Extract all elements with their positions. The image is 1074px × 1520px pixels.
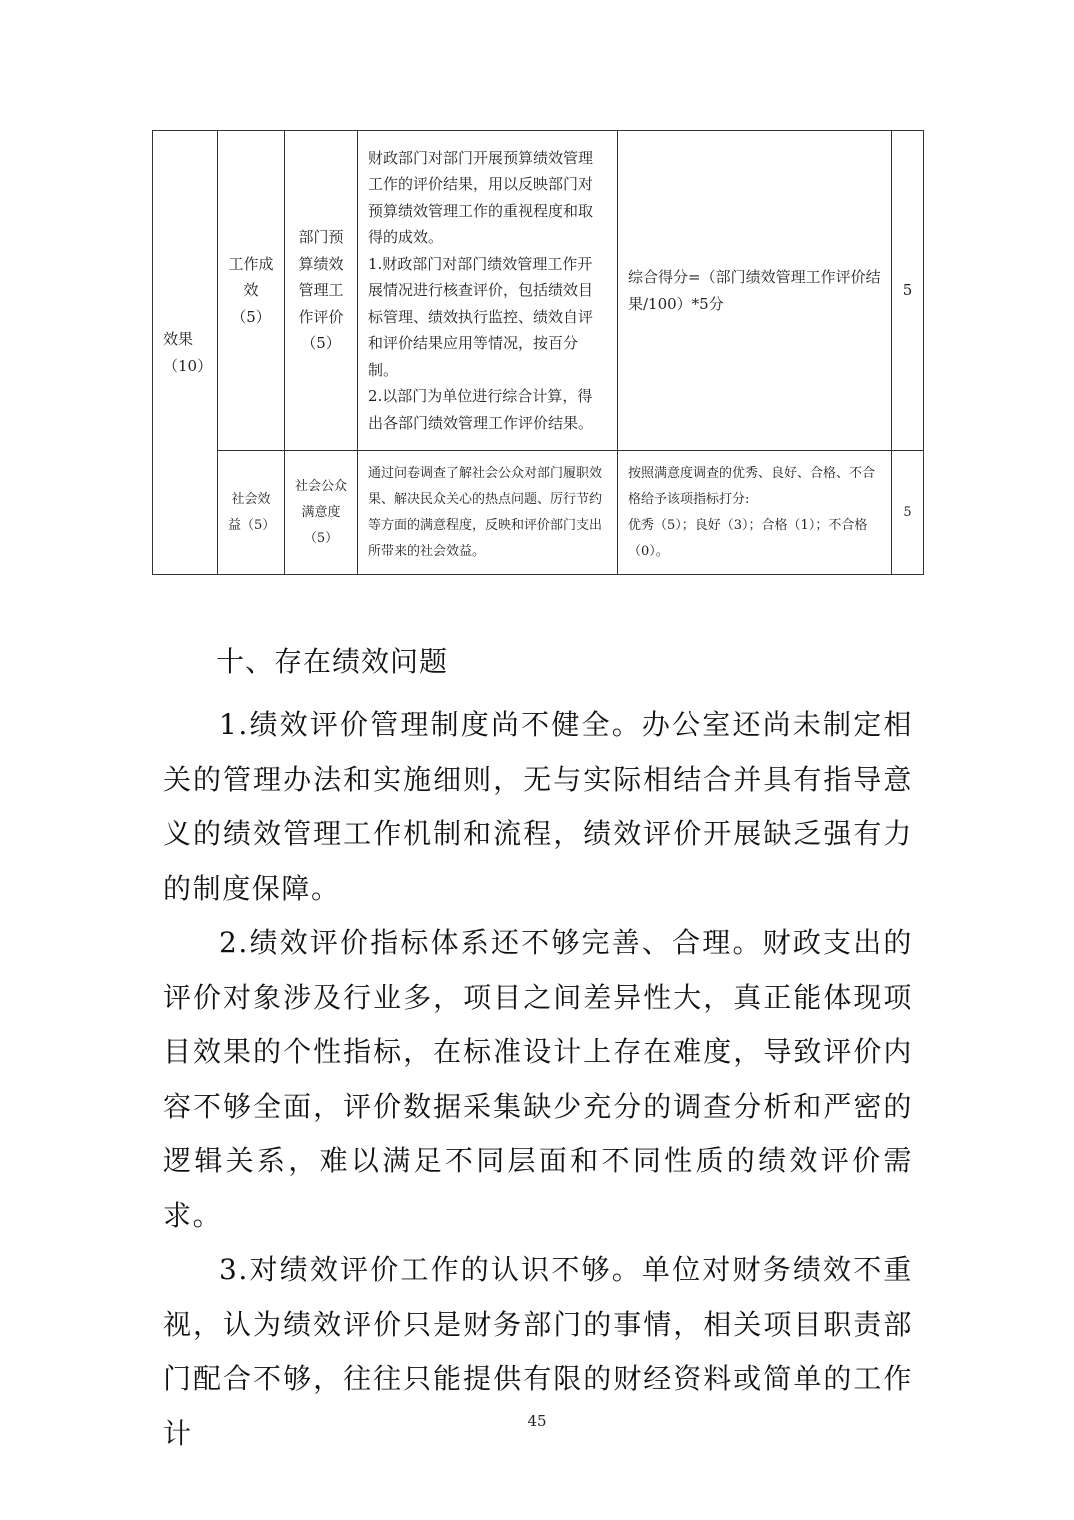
- section-body: [163, 698, 913, 1461]
- indicator-cell: 部门预算绩效管理工作评价（5）: [285, 131, 358, 451]
- section-heading: 十、存在绩效问题: [216, 645, 449, 678]
- score-cell: 5: [892, 451, 924, 575]
- table-row: [153, 131, 924, 451]
- paragraph: 2.绩效评价指标体系还不够完善、合理。财政支出的评价对象涉及行业多，项目之间差异性大，真正能体现项目效果的个性指标，在标准设计上存在难度，导致评价内容不够全面，评价数据采集缺少充分的调查分析和严密的逻辑关系，难以满足不同层面和不同性质的绩效评价需求。: [163, 926, 913, 1232]
- paragraph: 3.对绩效评价工作的认识不够。单位对财务绩效不重视，认为绩效评价只是财务部门的事情，相关项目职责部门配合不够，往往只能提供有限的财经资料或简单的工作计: [163, 1253, 913, 1450]
- score-cell: 5: [892, 131, 924, 451]
- sub-indicator-cell: 工作成效（5）: [218, 131, 285, 451]
- paragraph: 1.绩效评价管理制度尚不健全。办公室还尚未制定相关的管理办法和实施细则，无与实际相结合并具有指导意义的绩效管理工作机制和流程，绩效评价开展缺乏强有力的制度保障。: [163, 708, 913, 905]
- criteria-text: 优秀（5）；良好（3）；合格（1）；不合格（0）。: [628, 517, 868, 559]
- criteria-text: 按照满意度调查的优秀、良好、合格、不合格给予该项指标打分:: [628, 465, 876, 507]
- description-cell: [358, 131, 618, 451]
- criteria-cell: [618, 451, 892, 575]
- criteria-cell: [618, 131, 892, 451]
- description-paragraph: 通过问卷调查了解社会公众对部门履职效果、解决民众关心的热点问题、厉行节约等方面的满意程度，反映和评价部门支出所带来的社会效益。: [368, 465, 603, 559]
- criteria-text: 综合得分=（部门绩效管理工作评价结果/100）*5分: [628, 268, 881, 313]
- evaluation-table: [152, 130, 924, 575]
- table-row: [153, 451, 924, 575]
- description-paragraph: 财政部门对部门开展预算绩效管理工作的评价结果，用以反映部门对预算绩效管理工作的重视程度和取得的成效。: [368, 148, 594, 247]
- description-cell: [358, 451, 618, 575]
- indicator-cell: 社会公众满意度（5）: [285, 451, 358, 575]
- page-number: 45: [527, 1412, 547, 1430]
- description-paragraph: 1.财政部门对部门绩效管理工作开展情况进行核查评价，包括绩效目标管理、绩效执行监控、绩效自评和评价结果应用等情况，按百分制。: [368, 254, 594, 379]
- evaluation-table-wrap: [152, 130, 923, 575]
- description-paragraph: 2.以部门为单位进行综合计算，得出各部门绩效管理工作评价结果。: [368, 387, 594, 432]
- sub-indicator-cell: 社会效益（5）: [218, 451, 285, 575]
- category-cell: 效果（10）: [153, 131, 218, 575]
